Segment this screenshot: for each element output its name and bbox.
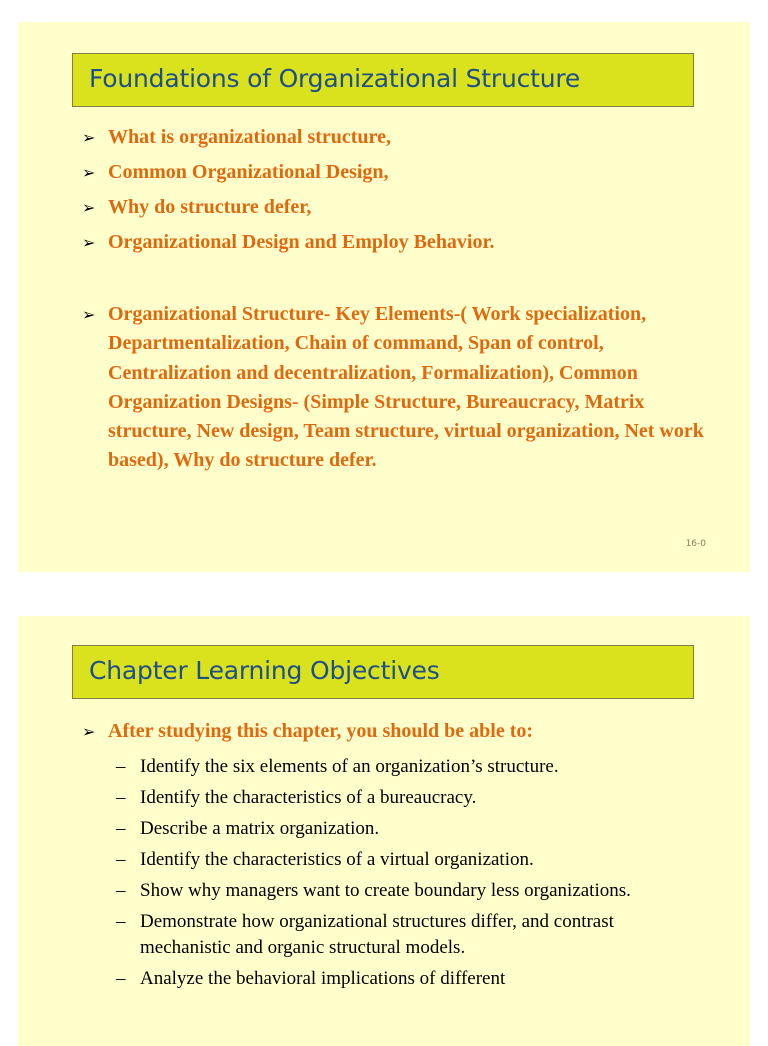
objective-item xyxy=(116,754,676,780)
objective-text: Identify the characteristics of a virtual organization. xyxy=(140,849,534,870)
objective-text: Show why managers want to create boundary less organizations. xyxy=(140,880,631,901)
slide-1-title-bar xyxy=(72,53,694,107)
objective-text: Analyze the behavioral implications of different xyxy=(140,968,506,989)
objectives-heading xyxy=(82,717,533,746)
dash-bullet-icon: – xyxy=(116,849,126,870)
objective-item xyxy=(116,847,676,873)
bullet-text: What is organizational structure, xyxy=(108,126,391,148)
objective-text: Identify the six elements of an organization’s structure. xyxy=(140,756,559,777)
arrow-bullet-icon: ➢ xyxy=(82,305,96,324)
arrow-bullet-icon: ➢ xyxy=(82,233,96,252)
bullet-text: Organizational Design and Employ Behavior. xyxy=(108,231,495,253)
objective-text: Identify the characteristics of a bureaucracy. xyxy=(140,787,477,808)
bullet-item xyxy=(82,193,495,228)
key-elements-bullet xyxy=(82,300,728,476)
slide-1-bullet-list xyxy=(82,123,495,263)
objective-item xyxy=(116,816,676,842)
objective-item xyxy=(116,966,676,992)
objective-text: Demonstrate how organizational structures differ, and contrast mechanistic and organic structural models. xyxy=(140,911,614,958)
objective-item xyxy=(116,909,676,961)
objective-text: Describe a matrix organization. xyxy=(140,818,380,839)
slide-2-title-bar xyxy=(72,645,694,699)
dash-bullet-icon: – xyxy=(116,756,126,777)
key-elements-text: Organizational Structure- Key Elements-( Work specialization, Departmentalization, Chain of command, Span of control, Centralization and decentralization, Formalization), Common Organization Designs- (Simple Structure, Bureaucracy, Matrix structure, New design, Team structure, virtual organization, Net work based), Why do structure defer. xyxy=(108,303,704,472)
objective-item xyxy=(116,878,676,904)
objectives-heading-text: After studying this chapter, you should be able to: xyxy=(108,720,534,742)
bullet-item xyxy=(82,123,495,158)
slide-2-title: Chapter Learning Objectives xyxy=(89,656,440,685)
dash-bullet-icon: – xyxy=(116,968,126,989)
slide-1 xyxy=(18,22,750,572)
objectives-list xyxy=(116,754,676,997)
arrow-bullet-icon: ➢ xyxy=(82,128,96,147)
dash-bullet-icon: – xyxy=(116,911,126,932)
dash-bullet-icon: – xyxy=(116,818,126,839)
slide-1-title: Foundations of Organizational Structure xyxy=(89,64,581,93)
bullet-text: Why do structure defer, xyxy=(108,196,312,218)
bullet-text: Common Organizational Design, xyxy=(108,161,389,183)
arrow-bullet-icon: ➢ xyxy=(82,198,96,217)
dash-bullet-icon: – xyxy=(116,787,126,808)
arrow-bullet-icon: ➢ xyxy=(82,722,96,741)
page-number: 16-0 xyxy=(685,539,706,549)
arrow-bullet-icon: ➢ xyxy=(82,163,96,182)
slide-2 xyxy=(18,616,750,1046)
objective-item xyxy=(116,785,676,811)
dash-bullet-icon: – xyxy=(116,880,126,901)
bullet-item xyxy=(82,158,495,193)
bullet-item xyxy=(82,228,495,263)
